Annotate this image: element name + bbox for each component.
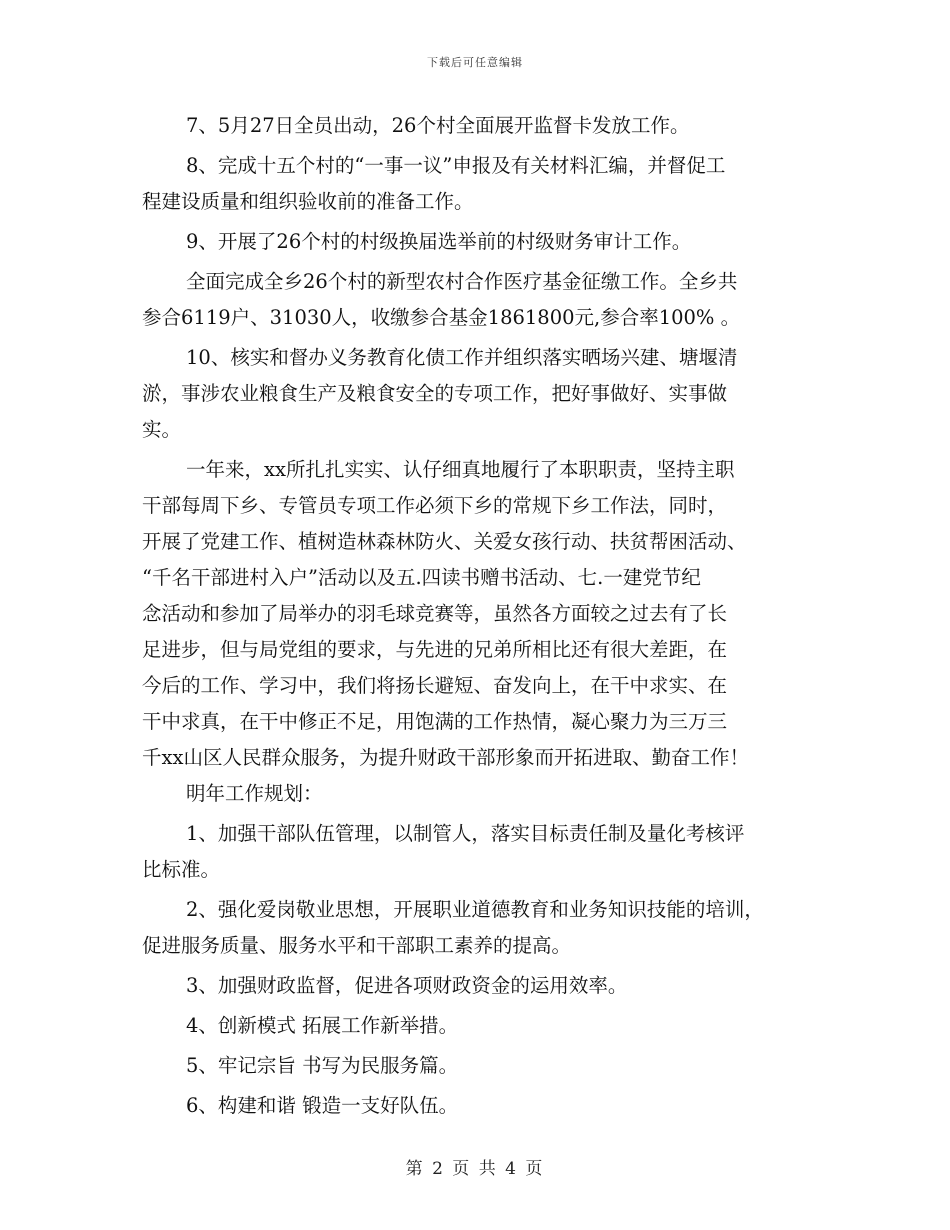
text-line: 比标准。 xyxy=(142,858,221,881)
text-line: 10、核实和督办义务教育化债工作并组织落实晒场兴建、塘堰清 xyxy=(186,346,738,369)
text-line: “千名干部进村入户”活动以及五.四读书赠书活动、七.一建党节纪 xyxy=(142,566,701,589)
text-line: 千xx山区人民群众服务，为提升财政干部形象而开拓进取、勤奋工作！ xyxy=(142,746,749,769)
text-line: 今后的工作、学习中，我们将扬长避短、奋发向上，在干中求实、在 xyxy=(142,674,728,697)
text-line: 实。 xyxy=(142,418,182,441)
text-line: 念活动和参加了局举办的羽毛球竞赛等，虽然各方面较之过去有了长 xyxy=(142,602,728,625)
text-line: 4、创新模式 拓展工作新举措。 xyxy=(186,1014,459,1037)
text-line: 干部每周下乡、专管员专项工作必须下乡的常规下乡工作法，同时， xyxy=(142,494,728,517)
text-line: 程建设质量和组织验收前的准备工作。 xyxy=(142,190,474,213)
text-line: 一年来，xx所扎扎实实、认仔细真地履行了本职职责，坚持主职 xyxy=(186,458,735,481)
text-line: 参合6119户、31030人，收缴参合基金1861800元,参合率100% 。 xyxy=(142,306,741,329)
text-line: 足进步，但与局党组的要求，与先进的兄弟所相比还有很大差距，在 xyxy=(142,638,728,661)
text-line: 开展了党建工作、植树造林森林防火、关爱女孩行动、扶贫帮困活动、 xyxy=(142,530,747,553)
text-line: 全面完成全乡26个村的新型农村合作医疗基金征缴工作。全乡共 xyxy=(186,270,738,293)
text-line: 7、5月27日全员出动，26个村全面展开监督卡发放工作。 xyxy=(186,114,690,137)
text-line: 促进服务质量、服务水平和干部职工素养的提高。 xyxy=(142,934,572,957)
text-line: 1、加强干部队伍管理，以制管人，落实目标责任制及量化考核评 xyxy=(186,822,745,845)
text-line: 明年工作规划： xyxy=(186,782,323,805)
text-line: 6、构建和谐 锻造一支好队伍。 xyxy=(186,1094,459,1117)
text-line: 2、强化爱岗敬业思想，开展职业道德教育和业务知识技能的培训， xyxy=(186,898,764,921)
page-footer: 第 2 页 共 4 页 xyxy=(405,1159,545,1179)
text-line: 3、加强财政监督，促进各项财政资金的运用效率。 xyxy=(186,974,628,997)
document-body xyxy=(142,108,822,1124)
text-line: 5、牢记宗旨 书写为民服务篇。 xyxy=(186,1054,459,1077)
text-line: 9、开展了26个村的村级换届选举前的村级财务审计工作。 xyxy=(186,230,692,253)
text-line: 干中求真，在干中修正不足，用饱满的工作热情，凝心聚力为三万三 xyxy=(142,710,728,733)
text-line: 8、完成十五个村的“一事一议”申报及有关材料汇编，并督促工 xyxy=(186,154,726,177)
page-header: 下载后可任意编辑 xyxy=(427,56,523,69)
text-line: 淤，事涉农业粮食生产及粮食安全的专项工作，把好事做好、实事做 xyxy=(142,382,728,405)
